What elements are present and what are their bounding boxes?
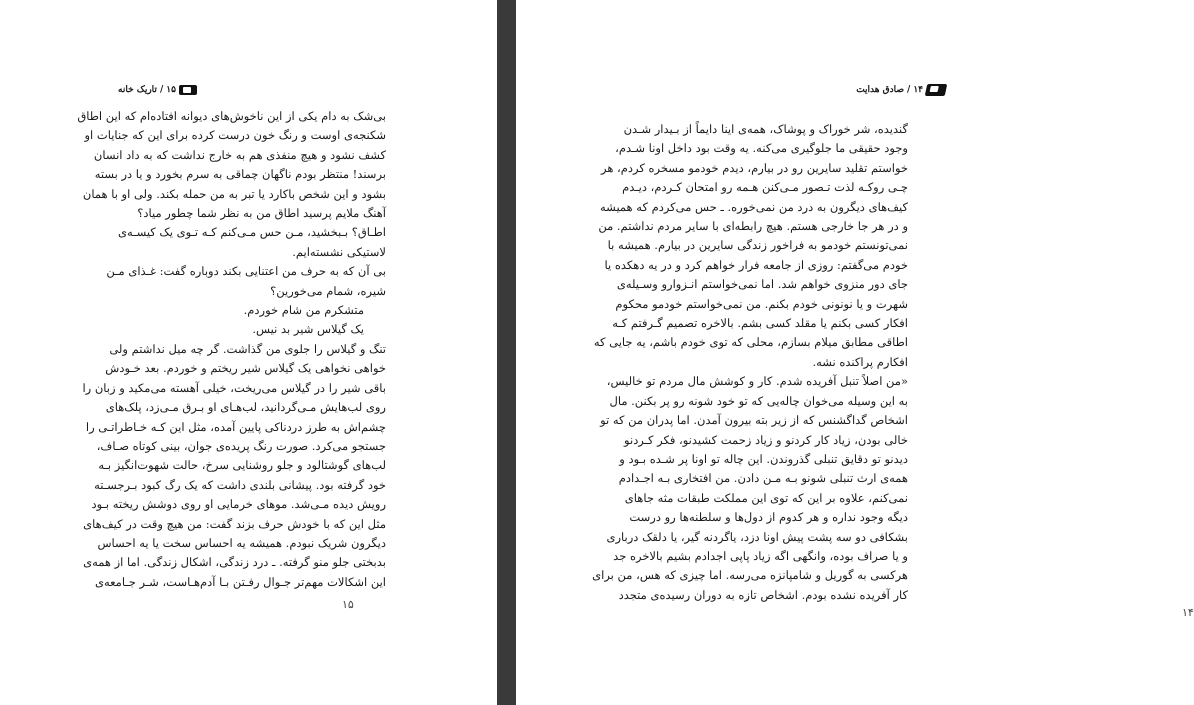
left-page-header bbox=[118, 82, 197, 98]
right-page-folio: ۱۴ bbox=[1182, 606, 1194, 619]
text-line: گندیده، شر خوراک و پوشاک، همه‌ی اینا دایماً از بـیدار شـدن bbox=[623, 122, 908, 136]
text-line: نمی‌کنم، علاوه بر این که توی این مملکت طبقات مثه جاهای bbox=[624, 490, 908, 505]
text-line: خود گرفته بود. پیشانی بلندی داشت که یک رگ کبود بـرجسـته bbox=[94, 477, 386, 492]
text-line: هرکسی به گوریل و شامپانزه می‌رسه. اما چیزی که هس، من برای bbox=[592, 568, 908, 583]
text-line: دیدنو تو دقایق تنبلی گذروندن. این چاله تو اونا پر شـده بـود و bbox=[619, 451, 908, 466]
text-line: این اشکالات مهم‌تر جـوال رفـتن بـا آدم‌هـاست، شـر جـامعه‌ی bbox=[94, 574, 386, 589]
text-line: تنگ و گیلاس را جلوی من گذاشت. گر چه میل نداشتم ولی bbox=[109, 341, 386, 356]
text-line: افکار کسی بکنم یا مقلد کسی بشم. بالاخره تصمیم گـرفتم کـه bbox=[612, 316, 908, 331]
left-header-title: تاریک خانه bbox=[118, 85, 157, 95]
text-line: آهنگ ملایم پرسید اطاق من به نظر شما چطور میاد؟ bbox=[137, 206, 386, 221]
text-line: وجود حقیقی ما جلوگیری می‌کنه. یه وقت بود داخل اونا شـدم، bbox=[615, 141, 908, 156]
text-line: چشم‌اش به طرز دردناکی پایین آمده، مثل این کـه خـاطراتـی را bbox=[85, 419, 386, 434]
text-line: لاستیکی نشسته‌ایم. bbox=[292, 244, 386, 259]
text-line: اشخاص گداگشنس که از زیر بته بیرون آمدن. اما پدران من که تو bbox=[600, 413, 908, 428]
text-line: به این وسیله می‌خوان چاله‌یی که تو خود شونه رو پر بکنن. مال bbox=[609, 393, 908, 408]
text-line: یک گیلاس شیر بد نیس. bbox=[252, 322, 364, 337]
text-line: و یا صراف بوده، وانگهی اگه زیاد پاپی اجدادم بشیم بالاخره جد bbox=[613, 548, 908, 563]
text-line: دیگه وجود نداره و هر کدوم از دول‌ها و سلطنه‌ها رو درست bbox=[629, 510, 908, 525]
text-line: افکارم پراکنده نشه. bbox=[812, 354, 908, 369]
left-header-page-number: ۱۵ bbox=[166, 85, 176, 95]
text-line: خالی بودن، زیاد کار کردنو و زیاد زحمت کشیدنو، فکر کـردنو bbox=[624, 432, 908, 447]
text-line: بشکافی دو سه پشت پیش اونا دزد، یاگردنه گیر، یا دلقک درباری bbox=[606, 529, 908, 544]
right-header-page-number: ۱۴ bbox=[913, 85, 923, 95]
text-line: کشف نشود و هیچ منفذی هم به خارج نداشت که به داد انسان bbox=[93, 147, 386, 162]
text-line: روی لب‌هایش مـی‌گردانید، لب‌هـای او بـرق مـی‌زد، پلک‌های bbox=[105, 400, 386, 415]
text-line: رویش دیده مـی‌شد. موهای خرمایی او روی دوشش ریخته بـود bbox=[91, 497, 386, 512]
text-line: خودم می‌گفتم: روزی از جامعه فرار خواهم کرد و در یه دهکده یا bbox=[604, 257, 908, 272]
text-line: بدبختی جلو منو گرفته. ـ درد زندگی، اشکال زندگی. اما از همه‌ی bbox=[83, 555, 386, 570]
text-line: متشکرم من شام خوردم. bbox=[243, 303, 364, 318]
text-line: دیگرون شریک نبودم. همیشه یه احساس سخت یا یه احساس bbox=[97, 535, 386, 550]
text-line: شیره، شمام می‌خورین؟ bbox=[270, 283, 386, 298]
text-line: کار آفریده نشده بودم. اشخاص تازه به دوران رسیده‌ی متجدد bbox=[618, 587, 908, 602]
left-header-separator: / bbox=[159, 85, 164, 95]
text-line: جای دور منزوی خواهم شد. اما نمی‌خواستم انـزوارو وسـیله‌ی bbox=[616, 277, 908, 292]
book-gutter bbox=[497, 0, 516, 705]
publisher-logo-icon bbox=[179, 85, 197, 95]
text-line: بشود و این شخص باکارد یا تبر به من حمله بکند. ولی او با همان bbox=[82, 186, 386, 201]
text-line: مثل این که با خودش حرف بزند گفت: من هیچ وقت در کیف‌های bbox=[83, 516, 386, 531]
left-page-body bbox=[77, 107, 386, 592]
right-header-separator: / bbox=[907, 85, 911, 95]
publisher-logo-icon bbox=[925, 84, 948, 96]
text-line: «من اصلاً تنبل آفریده شدم. کار و کوشش مال مردم تو خالیس، bbox=[606, 374, 908, 389]
text-line: کیف‌های دیگرون به درد من نمی‌خوره. ـ حس می‌کردم که همیشه bbox=[600, 199, 908, 214]
text-line: همه‌ی ارث تنبلی شونو بـه مـن دادن. من افتخاری بـه اجـدادم bbox=[618, 471, 908, 486]
text-line: خواهی نخواهی یک گیلاس شیر ریختم و خوردم. بعد خـودش bbox=[105, 361, 386, 376]
text-line: نمی‌تونستم خودمو به فراخور زندگی سایرین در بیارم. همیشه با bbox=[607, 238, 908, 253]
right-page-header bbox=[856, 82, 946, 98]
right-page-body bbox=[592, 120, 908, 605]
text-line: شهرت و یا نونونی خودم بکنم. من نمی‌خواستم خودمو محکوم bbox=[615, 296, 908, 311]
text-line: اطاقی مطابق میلام بسازم، محلی که توی خودم باشم، یه جایی که bbox=[593, 335, 908, 350]
text-line: بی‌شک به دام یکی از این ناخوش‌های دیوانه افتاده‌ام که این اطاق bbox=[77, 109, 386, 123]
text-line: لب‌های گوشتالود و جلو روشنایی سرخ، حالت شهوت‌انگیز بـه bbox=[98, 458, 386, 473]
text-line: باقی شیر را در گیلاس می‌ریخت، خیلی آهسته می‌مکید و زبان را bbox=[82, 380, 386, 395]
text-line: و در هر جا خارجی هستم. هیچ رابطه‌ای با سایر مردم نداشتم. من bbox=[598, 219, 908, 234]
text-line: چـی روکـه لذت تـصور مـی‌کنن هـمه رو امتحان کـردم، دیـدم bbox=[622, 180, 908, 195]
text-line: جستجو می‌کرد. صورت رنگ پریده‌ی جوان، بینی کوتاه صـاف، bbox=[96, 438, 386, 453]
left-page-folio: ۱۵ bbox=[342, 598, 354, 611]
text-line: برسند! منتظر بودم ناگهان چماقی به سرم بخورد و یا در بسته bbox=[94, 167, 386, 182]
left-page bbox=[0, 0, 497, 705]
right-header-title: صادق هدایت bbox=[856, 85, 905, 95]
text-line: بی آن که به حرف من اعتنایی بکند دوباره گفت: غـذای مـن bbox=[106, 264, 386, 279]
text-line: خواستم تقلید سایرین رو در بیارم، دیدم خودمو مسخره کردم، هر bbox=[600, 160, 908, 175]
text-line: اطـاق؟ بـبخشید، مـن حس مـی‌کنم کـه تـوی یک کیسـه‌ی bbox=[118, 225, 386, 240]
text-line: شکنجه‌ی اوست و رنگ خون درست کرده برای این که جنایات او bbox=[84, 128, 386, 143]
